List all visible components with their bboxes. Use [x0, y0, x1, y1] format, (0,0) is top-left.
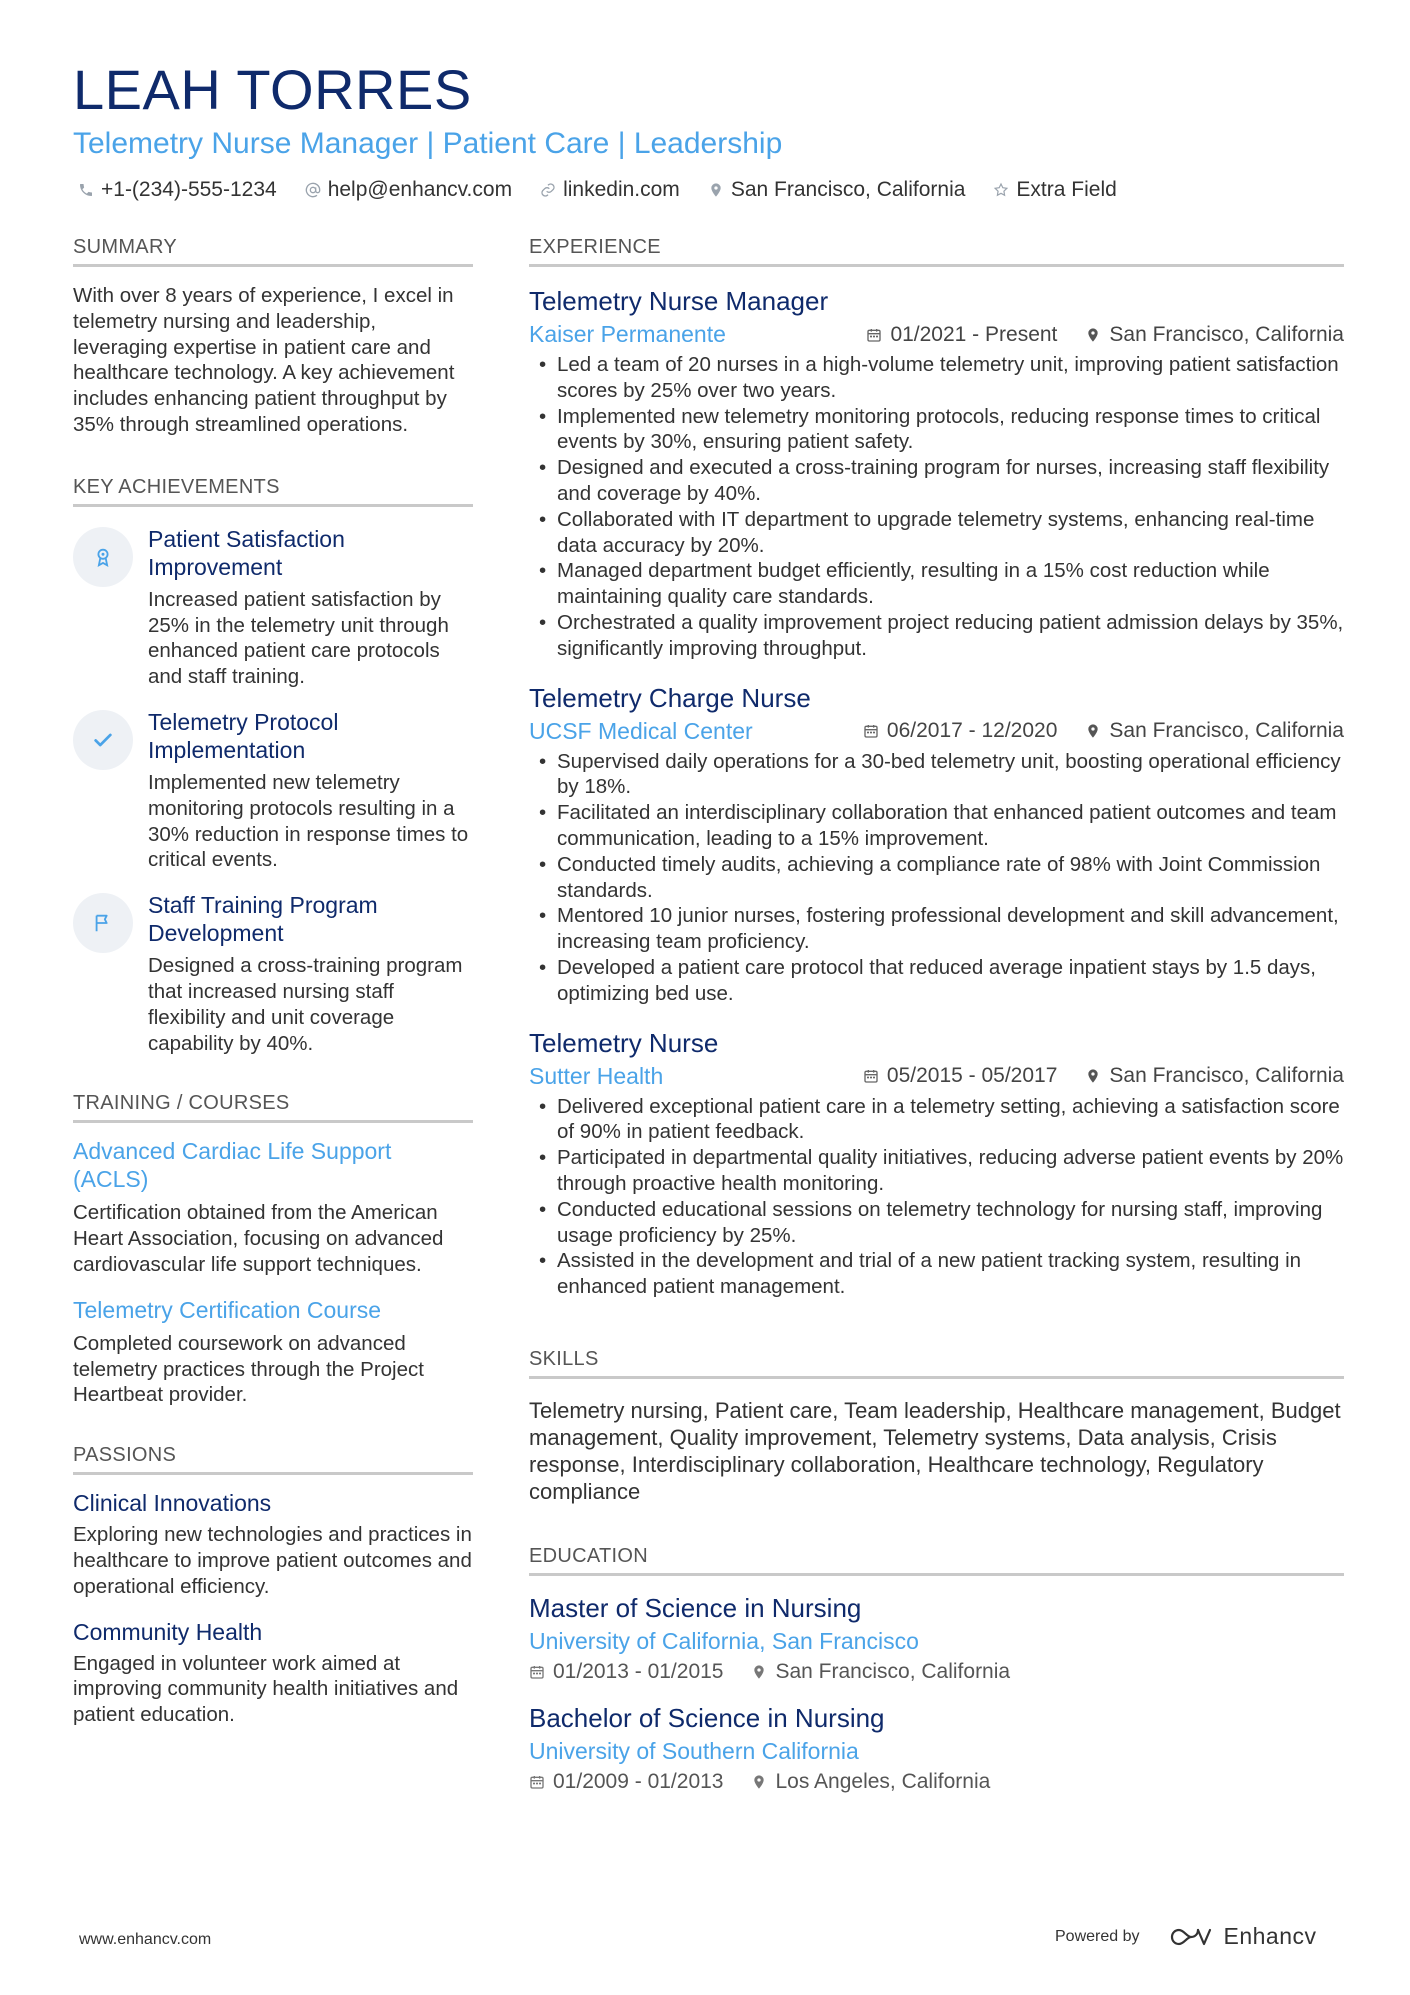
footer-website[interactable]: www.enhancv.com [79, 1931, 212, 1948]
summary-section [73, 236, 473, 438]
calendar-icon [866, 327, 882, 343]
achievement-text: Designed a cross-training program that increased nursing staff flexibility and unit coverage capability by 40%. [148, 954, 463, 1055]
calendar-icon [863, 723, 879, 739]
achievement-text: Increased patient satisfaction by 25% in the telemetry unit through enhanced patient care protocols and staff training. [148, 587, 449, 689]
achievement-icon-wrap [73, 527, 133, 587]
headline: Telemetry Nurse Manager | Patient Care | Leadership [73, 127, 783, 160]
school-name: University of California, San Francisco [529, 1627, 919, 1654]
education-heading: EDUCATION [529, 1545, 1344, 1576]
job-bullet: • Conducted timely audits, achieving a compliance rate of 98% with Joint Commission standards. [529, 852, 1344, 904]
job-bullet: • Designed and executed a cross-training program for nurses, increasing staff flexibility and coverage by 40%. [529, 455, 1344, 507]
training-title: Advanced Cardiac Life Support (ACLS) [73, 1138, 392, 1193]
passion-title: Clinical Innovations [73, 1490, 272, 1517]
company-name: UCSF Medical Center [529, 717, 753, 744]
achievement-item [73, 525, 473, 690]
education-entry [529, 1702, 1344, 1794]
job-meta-right [863, 719, 1344, 743]
education-location [751, 1770, 990, 1794]
job-meta-right [863, 1064, 1344, 1088]
job-bullet: • Implemented new telemetry monitoring protocols, reducing response times to critical events by 30%, ensuring patient safety. [529, 404, 1344, 456]
job-bullet: • Participated in departmental quality initiatives, reducing adverse patient events by 20% through proactive health monitoring. [529, 1145, 1344, 1197]
training-heading: TRAINING / COURSES [73, 1092, 473, 1123]
job-bullet: • Orchestrated a quality improvement project reducing patient admission delays by 35%, significantly improving throughput. [529, 610, 1344, 662]
contact-phone-text: +1-(234)-555-1234 [101, 178, 277, 201]
job-bullet: • Delivered exceptional patient care in a telemetry setting, achieving a satisfaction score of 90% in patient feedback. [529, 1094, 1344, 1146]
achievement-title: Telemetry Protocol Implementation [148, 708, 339, 763]
job-bullet: • Supervised daily operations for a 30-bed telemetry unit, boosting operational efficiency by 18%. [529, 749, 1344, 801]
job-bullet: • Mentored 10 junior nurses, fostering professional development and skill advancement, increasing team proficiency. [529, 903, 1344, 955]
job-dates-text: 06/2017 - 12/2020 [886, 719, 1058, 743]
achievement-title: Patient Satisfaction Improvement [148, 525, 345, 580]
phone-icon [78, 182, 94, 198]
degree-title: Master of Science in Nursing [529, 1592, 862, 1623]
achievement-item [73, 891, 473, 1056]
achievement-icon-wrap [73, 893, 133, 953]
job-bullet: • Led a team of 20 nurses in a high-volume telemetry unit, improving patient satisfaction scores by 25% over two years. [529, 352, 1344, 404]
job-dates [863, 1064, 1057, 1088]
education-section [529, 1545, 1344, 1794]
skills-text: Telemetry nursing, Patient care, Team leadership, Healthcare management, Budget management, Quality improvement, Telemetry systems, Data analysis, Crisis response, Interdisciplinary collaboration, Healthcare technology, Regulatory compliance [529, 1397, 1341, 1504]
job-location [1085, 1064, 1344, 1088]
job-dates-text: 05/2015 - 05/2017 [886, 1064, 1058, 1088]
education-dates-text: 01/2009 - 01/2013 [553, 1769, 724, 1793]
job-meta [529, 718, 1344, 745]
contact-email[interactable] [305, 178, 512, 202]
job-meta-right [866, 323, 1344, 347]
contact-email-text: help@enhancv.com [327, 178, 513, 201]
job-meta [529, 1063, 1344, 1090]
job-dates [866, 323, 1057, 347]
summary-text: With over 8 years of experience, I excel in telemetry nursing and leadership, leveraging expertise in patient care and healthcare technology. A key achievement includes enhancing patient throughput by 35% through streamlined operations. [73, 284, 455, 436]
location-icon [1085, 1068, 1101, 1084]
training-section [73, 1092, 473, 1408]
job-dates [863, 719, 1057, 743]
education-dates [529, 1770, 723, 1794]
education-meta [529, 1660, 1344, 1684]
contact-location [708, 178, 966, 202]
education-location-text: Los Angeles, California [775, 1769, 991, 1793]
company-name: Kaiser Permanente [529, 321, 726, 347]
link-icon [540, 182, 556, 198]
footer-branding [1055, 1923, 1317, 1950]
location-icon [751, 1774, 767, 1790]
at-icon [305, 182, 321, 198]
job-title: Telemetry Nurse [529, 1027, 719, 1058]
contact-bar [78, 178, 1145, 202]
location-icon [1085, 723, 1101, 739]
candidate-name: LEAH TORRES [73, 58, 472, 121]
job-entry [529, 285, 1344, 662]
passion-text: Exploring new technologies and practices in healthcare to improve patient outcomes and operational efficiency. [73, 1523, 472, 1598]
training-text: Completed coursework on advanced telemetry practices through the Project Heartbeat provider. [73, 1331, 424, 1407]
achievements-section [73, 476, 473, 1057]
passion-title: Community Health [73, 1618, 263, 1645]
enhancv-logo-icon [1168, 1925, 1214, 1949]
summary-heading: SUMMARY [73, 236, 473, 267]
education-dates [529, 1660, 723, 1684]
check-icon [92, 729, 114, 751]
job-location-text: San Francisco, California [1109, 1064, 1344, 1088]
passion-text: Engaged in volunteer work aimed at improving community health initiatives and patient education. [73, 1651, 459, 1727]
education-location [751, 1660, 1010, 1684]
job-bullet: • Managed department budget efficiently, resulting in a 15% cost reduction while maintaining quality care standards. [529, 558, 1344, 610]
degree-title: Bachelor of Science in Nursing [529, 1702, 885, 1733]
contact-location-text: San Francisco, California [730, 178, 966, 201]
calendar-icon [529, 1664, 545, 1680]
job-bullets [529, 1094, 1344, 1300]
passions-section [73, 1444, 473, 1728]
location-icon [1085, 327, 1101, 343]
job-title: Telemetry Nurse Manager [529, 286, 829, 316]
job-location [1085, 323, 1344, 347]
job-location-text: San Francisco, California [1109, 322, 1344, 346]
achievements-heading: KEY ACHIEVEMENTS [73, 476, 473, 507]
location-icon [708, 182, 724, 198]
education-meta [529, 1770, 1344, 1794]
skills-heading: SKILLS [529, 1348, 1344, 1379]
achievement-item [73, 708, 473, 873]
job-bullet: • Assisted in the development and trial of a new patient tracking system, resulting in enhanced patient management. [529, 1248, 1344, 1300]
job-entry [529, 682, 1344, 1007]
calendar-icon [529, 1774, 545, 1790]
job-title: Telemetry Charge Nurse [529, 682, 811, 713]
passion-item [73, 1489, 473, 1599]
skills-section [529, 1348, 1344, 1505]
flag-icon [92, 912, 114, 934]
contact-extra [993, 178, 1116, 202]
job-bullets [529, 749, 1344, 1007]
brand-name: Enhancv [1223, 1923, 1317, 1949]
training-text: Certification obtained from the American Heart Association, focusing on advanced cardiovascular life support techniques. [73, 1201, 444, 1276]
calendar-icon [863, 1068, 879, 1084]
job-meta [529, 321, 1344, 348]
achievement-title: Staff Training Program Development [148, 892, 378, 947]
job-bullet: • Conducted educational sessions on telemetry technology for nursing staff, improving usage proficiency by 25%. [529, 1197, 1344, 1249]
job-location-text: San Francisco, California [1109, 719, 1344, 743]
job-bullet: • Collaborated with IT department to upgrade telemetry systems, enhancing real-time data accuracy by 20%. [529, 507, 1344, 559]
job-bullets [529, 352, 1344, 662]
job-location [1085, 719, 1344, 743]
education-dates-text: 01/2013 - 01/2015 [553, 1659, 724, 1683]
contact-extra-text: Extra Field [1016, 178, 1117, 201]
powered-by-label: Powered by [1055, 1927, 1140, 1945]
award-icon [92, 546, 114, 568]
star-icon [993, 182, 1009, 198]
achievement-icon-wrap [73, 710, 133, 770]
job-bullet: • Facilitated an interdisciplinary collaboration that enhanced patient outcomes and team communication, leading to a 15% improvement. [529, 800, 1344, 852]
education-entry [529, 1592, 1344, 1684]
experience-section [529, 236, 1344, 1300]
job-dates-text: 01/2021 - Present [890, 322, 1058, 346]
contact-linkedin[interactable] [540, 178, 680, 202]
passions-heading: PASSIONS [73, 1444, 473, 1475]
passion-item [73, 1618, 473, 1728]
location-icon [751, 1664, 767, 1680]
training-item [73, 1296, 473, 1408]
job-bullet: • Developed a patient care protocol that reduced average inpatient stays by 1.5 days, optimizing bed use. [529, 955, 1344, 1007]
training-item [73, 1137, 473, 1277]
school-name: University of Southern California [529, 1737, 859, 1764]
right-column [529, 236, 1344, 1812]
company-name: Sutter Health [529, 1062, 664, 1089]
contact-phone[interactable] [78, 178, 277, 202]
achievement-text: Implemented new telemetry monitoring protocols resulting in a 30% reduction in response times to critical events. [148, 770, 469, 872]
left-column [73, 236, 473, 1728]
contact-linkedin-text: linkedin.com [563, 178, 680, 201]
job-entry [529, 1027, 1344, 1300]
experience-heading: EXPERIENCE [529, 236, 1344, 267]
education-location-text: San Francisco, California [775, 1659, 1011, 1683]
training-title: Telemetry Certification Course [73, 1296, 382, 1323]
